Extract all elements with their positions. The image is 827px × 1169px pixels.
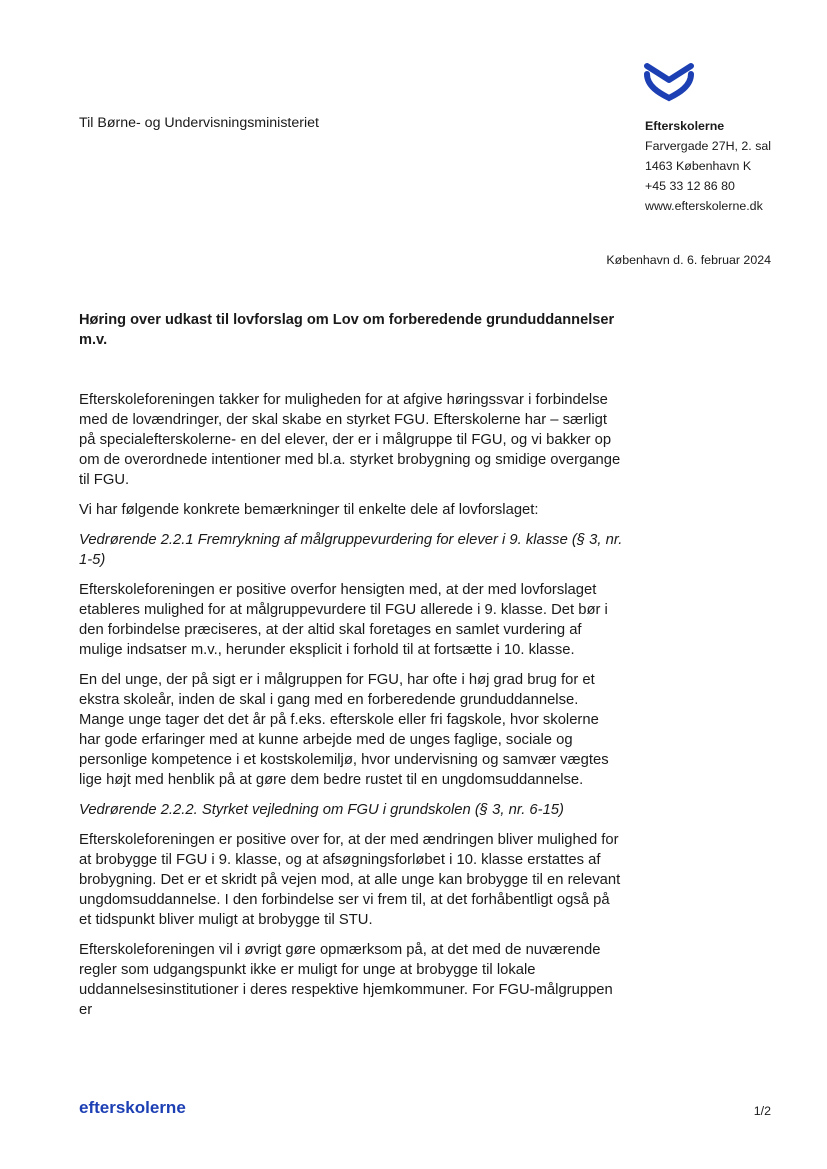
footer-wordmark: efterskolerne xyxy=(79,1098,186,1117)
sender-org: Efterskolerne xyxy=(645,119,725,133)
paragraph: Efterskoleforeningen takker for muligheden for at afgive høringssvar i forbindelse med de lovændringer, der skal skabe en styrket FGU. Efterskolerne har – særligt på specialefterskolerne- en del elever, der er i målgruppe til FGU, og vi bakker op om de overordnede intentioner med bl.a. styrket brobygning og smidige overgange til FGU. xyxy=(79,392,621,488)
sender-website: www.efterskolerne.dk xyxy=(645,199,763,213)
letter-body xyxy=(79,390,624,1030)
heart-chevron-logo-icon xyxy=(643,60,695,102)
section-heading: Vedrørende 2.2.1 Fremrykning af målgruppevurdering for elever i 9. klasse (§ 3, nr. 1-5) xyxy=(79,532,623,568)
section-heading: Vedrørende 2.2.2. Styrket vejledning om FGU i grundskolen (§ 3, nr. 6-15) xyxy=(79,802,564,818)
sender-phone: +45 33 12 86 80 xyxy=(645,179,735,193)
page-number: 1/2 xyxy=(753,1104,771,1118)
sender-address-line2: 1463 København K xyxy=(645,159,752,173)
paragraph: Efterskoleforeningen er positive overfor hensigten med, at der med lovforslaget etableres mulighed for at målgruppevurdere til FGU allerede i 9. klasse. Det bør i den forbindelse præciseres, at der altid skal foretages en samlet vurdering af mulige indsatser m.v., herunder eksplicit i forhold til at fortsætte i 10. klasse. xyxy=(79,582,608,658)
paragraph: Efterskoleforeningen er positive over for, at der med ændringen bliver mulighed for at brobygge til FGU i 9. klasse, og at afsøgningsforløbet i 10. klasse erstattes af brobygning. Det er et skridt på vejen mod, at alle unge kan brobygge til en relevant ungdomsuddannelse. I den forbindelse ser vi frem til, at det forhåbentligt også på et tidspunkt bliver muligt at brobygge til STU. xyxy=(79,832,621,928)
recipient-line: Til Børne- og Undervisningsministeriet xyxy=(79,115,319,131)
paragraph: En del unge, der på sigt er i målgruppen for FGU, har ofte i høj grad brug for et ekstra skoleår, inden de skal i gang med en forberedende grunduddannelse. Mange unge tager det det år på f.eks. efterskole eller fri fagskole, hvor skolerne har gode erfaringer med at kunne arbejde med de unges faglige, sociale og personlige kompetence i et kostskolemiljø, hvor undervisning og samvær vægtes lige højt med henblik på at gøre dem bedre rustet til en ungdomsuddannelse. xyxy=(79,672,609,788)
paragraph: Vi har følgende konkrete bemærkninger til enkelte dele af lovforslaget: xyxy=(79,502,539,518)
paragraph: Efterskoleforeningen vil i øvrigt gøre opmærksom på, at det med de nuværende regler som udgangspunkt ikke er muligt for unge at brobygge til lokale uddannelsesinstitutioner i deres respektive hjemkommuner. For FGU-målgruppen er xyxy=(79,942,613,1018)
sender-address-line1: Farvergade 27H, 2. sal xyxy=(645,139,772,153)
letter-date: København d. 6. februar 2024 xyxy=(606,253,771,267)
sender-address-block xyxy=(645,116,771,216)
document-title: Høring over udkast til lovforslag om Lov om forberedende grunduddannelser m.v. xyxy=(79,312,615,348)
